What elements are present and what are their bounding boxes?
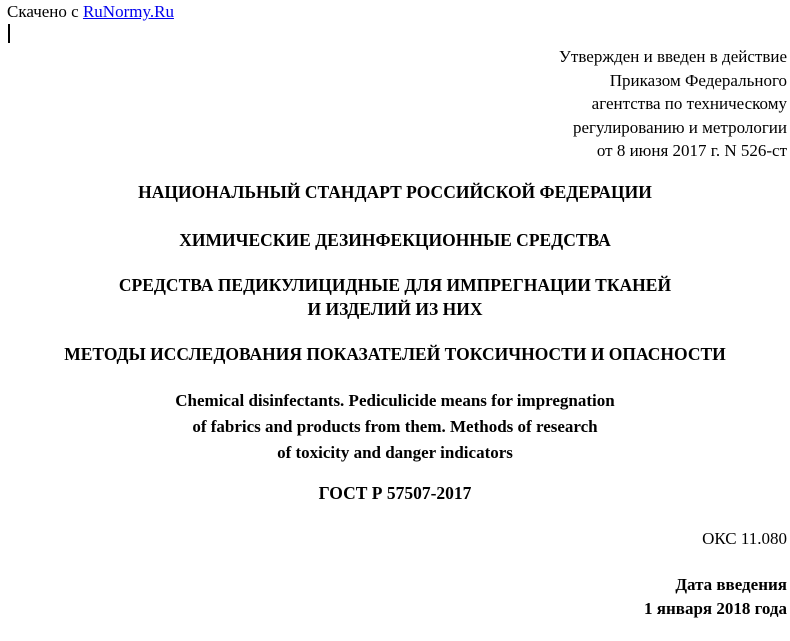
effective-date-value: 1 января 2018 года	[644, 598, 787, 618]
approval-line: регулированию и метрологии	[572, 117, 787, 137]
effective-date-label: Дата введения	[675, 575, 787, 594]
chemical-disinfectants-heading: ХИМИЧЕСКИЕ ДЕЗИНФЕКЦИОННЫЕ СРЕДСТВА	[179, 230, 611, 250]
approval-line: от 8 июня 2017 г. N 526-ст	[596, 141, 787, 160]
pediculicide-heading	[0, 274, 790, 321]
approval-block	[559, 45, 787, 163]
national-standard-heading: НАЦИОНАЛЬНЫЙ СТАНДАРТ РОССИЙСКОЙ ФЕДЕРАЦИИ	[138, 182, 652, 202]
effective-date-block	[644, 573, 787, 620]
methods-heading: МЕТОДЫ ИССЛЕДОВАНИЯ ПОКАЗАТЕЛЕЙ ТОКСИЧНОСТИ И ОПАСНОСТИ	[64, 344, 726, 364]
download-source-line	[7, 1, 174, 23]
english-title	[0, 388, 790, 466]
approval-line: Утвержден и введен в действие	[558, 47, 787, 66]
english-title-line2: of fabrics and products from them. Methods of research	[192, 417, 598, 436]
standard-number: ГОСТ Р 57507-2017	[318, 483, 472, 503]
approval-line: Приказом Федерального	[609, 70, 787, 90]
approval-line: агентства по техническому	[591, 94, 787, 113]
text-cursor	[8, 24, 10, 43]
source-link[interactable]: RuNormy.Ru	[82, 2, 174, 21]
english-title-line1: Chemical disinfectants. Pediculicide means for impregnation	[175, 391, 615, 410]
english-title-line3: of toxicity and danger indicators	[277, 443, 513, 462]
pediculicide-heading-line2: И ИЗДЕЛИЙ ИЗ НИХ	[307, 298, 483, 319]
oks-code: ОКС 11.080	[702, 529, 787, 548]
pediculicide-heading-line1: СРЕДСТВА ПЕДИКУЛИЦИДНЫЕ ДЛЯ ИМПРЕГНАЦИИ ТКАНЕЙ	[118, 275, 672, 295]
downloaded-from-text: Скачено с	[7, 2, 83, 21]
